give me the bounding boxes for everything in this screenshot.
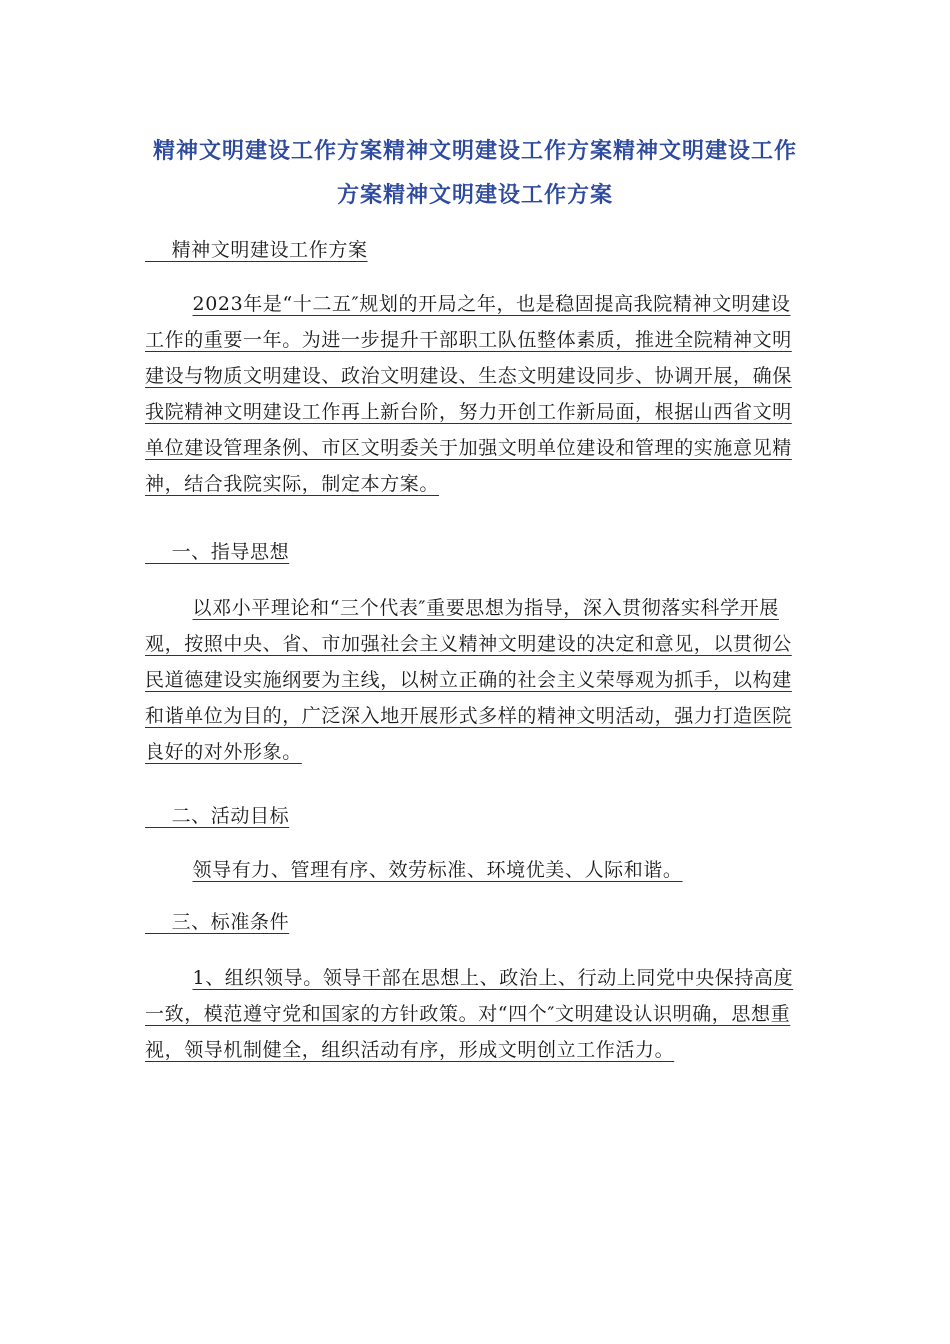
section-paragraph-3 (145, 960, 805, 1068)
section-paragraph-2 (145, 852, 805, 888)
section-heading-text: 一、指导思想 (171, 541, 290, 563)
intro-text: 2023年是“十二五″规划的开局之年，也是稳固提高我院精神文明建设工作的重要一年。为进一步提升干部职工队伍整体素质，推进全院精神文明建设与物质文明建设、政治文明建设、生态文明建设同步、协调开展，确保我院精神文明建设工作再上新台阶，努力开创工作新局面，根据山西省文明单位建设管理条例、市区文明委关于加强文明单位建设和管理的实施意见精神，结合我院实际，制定本方案。 (145, 293, 792, 495)
intro-paragraph (145, 286, 805, 502)
section-heading-1 (145, 534, 805, 570)
section-text: 领导有力、管理有序、效劳标准、环境优美、人际和谐。 (192, 859, 683, 881)
section-paragraph-1 (145, 590, 805, 770)
section-text: 以邓小平理论和“三个代表″重要思想为指导，深入贯彻落实科学开展观，按照中央、省、市加强社会主义精神文明建设的决定和意见，以贯彻公民道德建设实施纲要为主线，以树立正确的社会主义荣辱观为抓手，以构建和谐单位为目的，广泛深入地开展形式多样的精神文明活动，强力打造医院良好的对外形象。 (145, 597, 792, 763)
section-heading-2 (145, 798, 805, 834)
section-heading-text: 三、标准条件 (171, 911, 290, 933)
section-heading-text: 二、活动目标 (171, 805, 290, 827)
section-heading-3 (145, 904, 805, 940)
document-title: 精神文明建设工作方案精神文明建设工作方案精神文明建设工作方案精神文明建设工作方案 (152, 139, 797, 208)
section-text: 1、组织领导。领导干部在思想上、政治上、行动上同党中央保持高度一致，模范遵守党和国家的方针政策。对“四个″文明建设认识明确，思想重视，领导机制健全，组织活动有序，形成文明创立工作活力。 (145, 967, 794, 1061)
subtitle-text: 精神文明建设工作方案 (171, 239, 368, 261)
document-subtitle (145, 232, 805, 268)
